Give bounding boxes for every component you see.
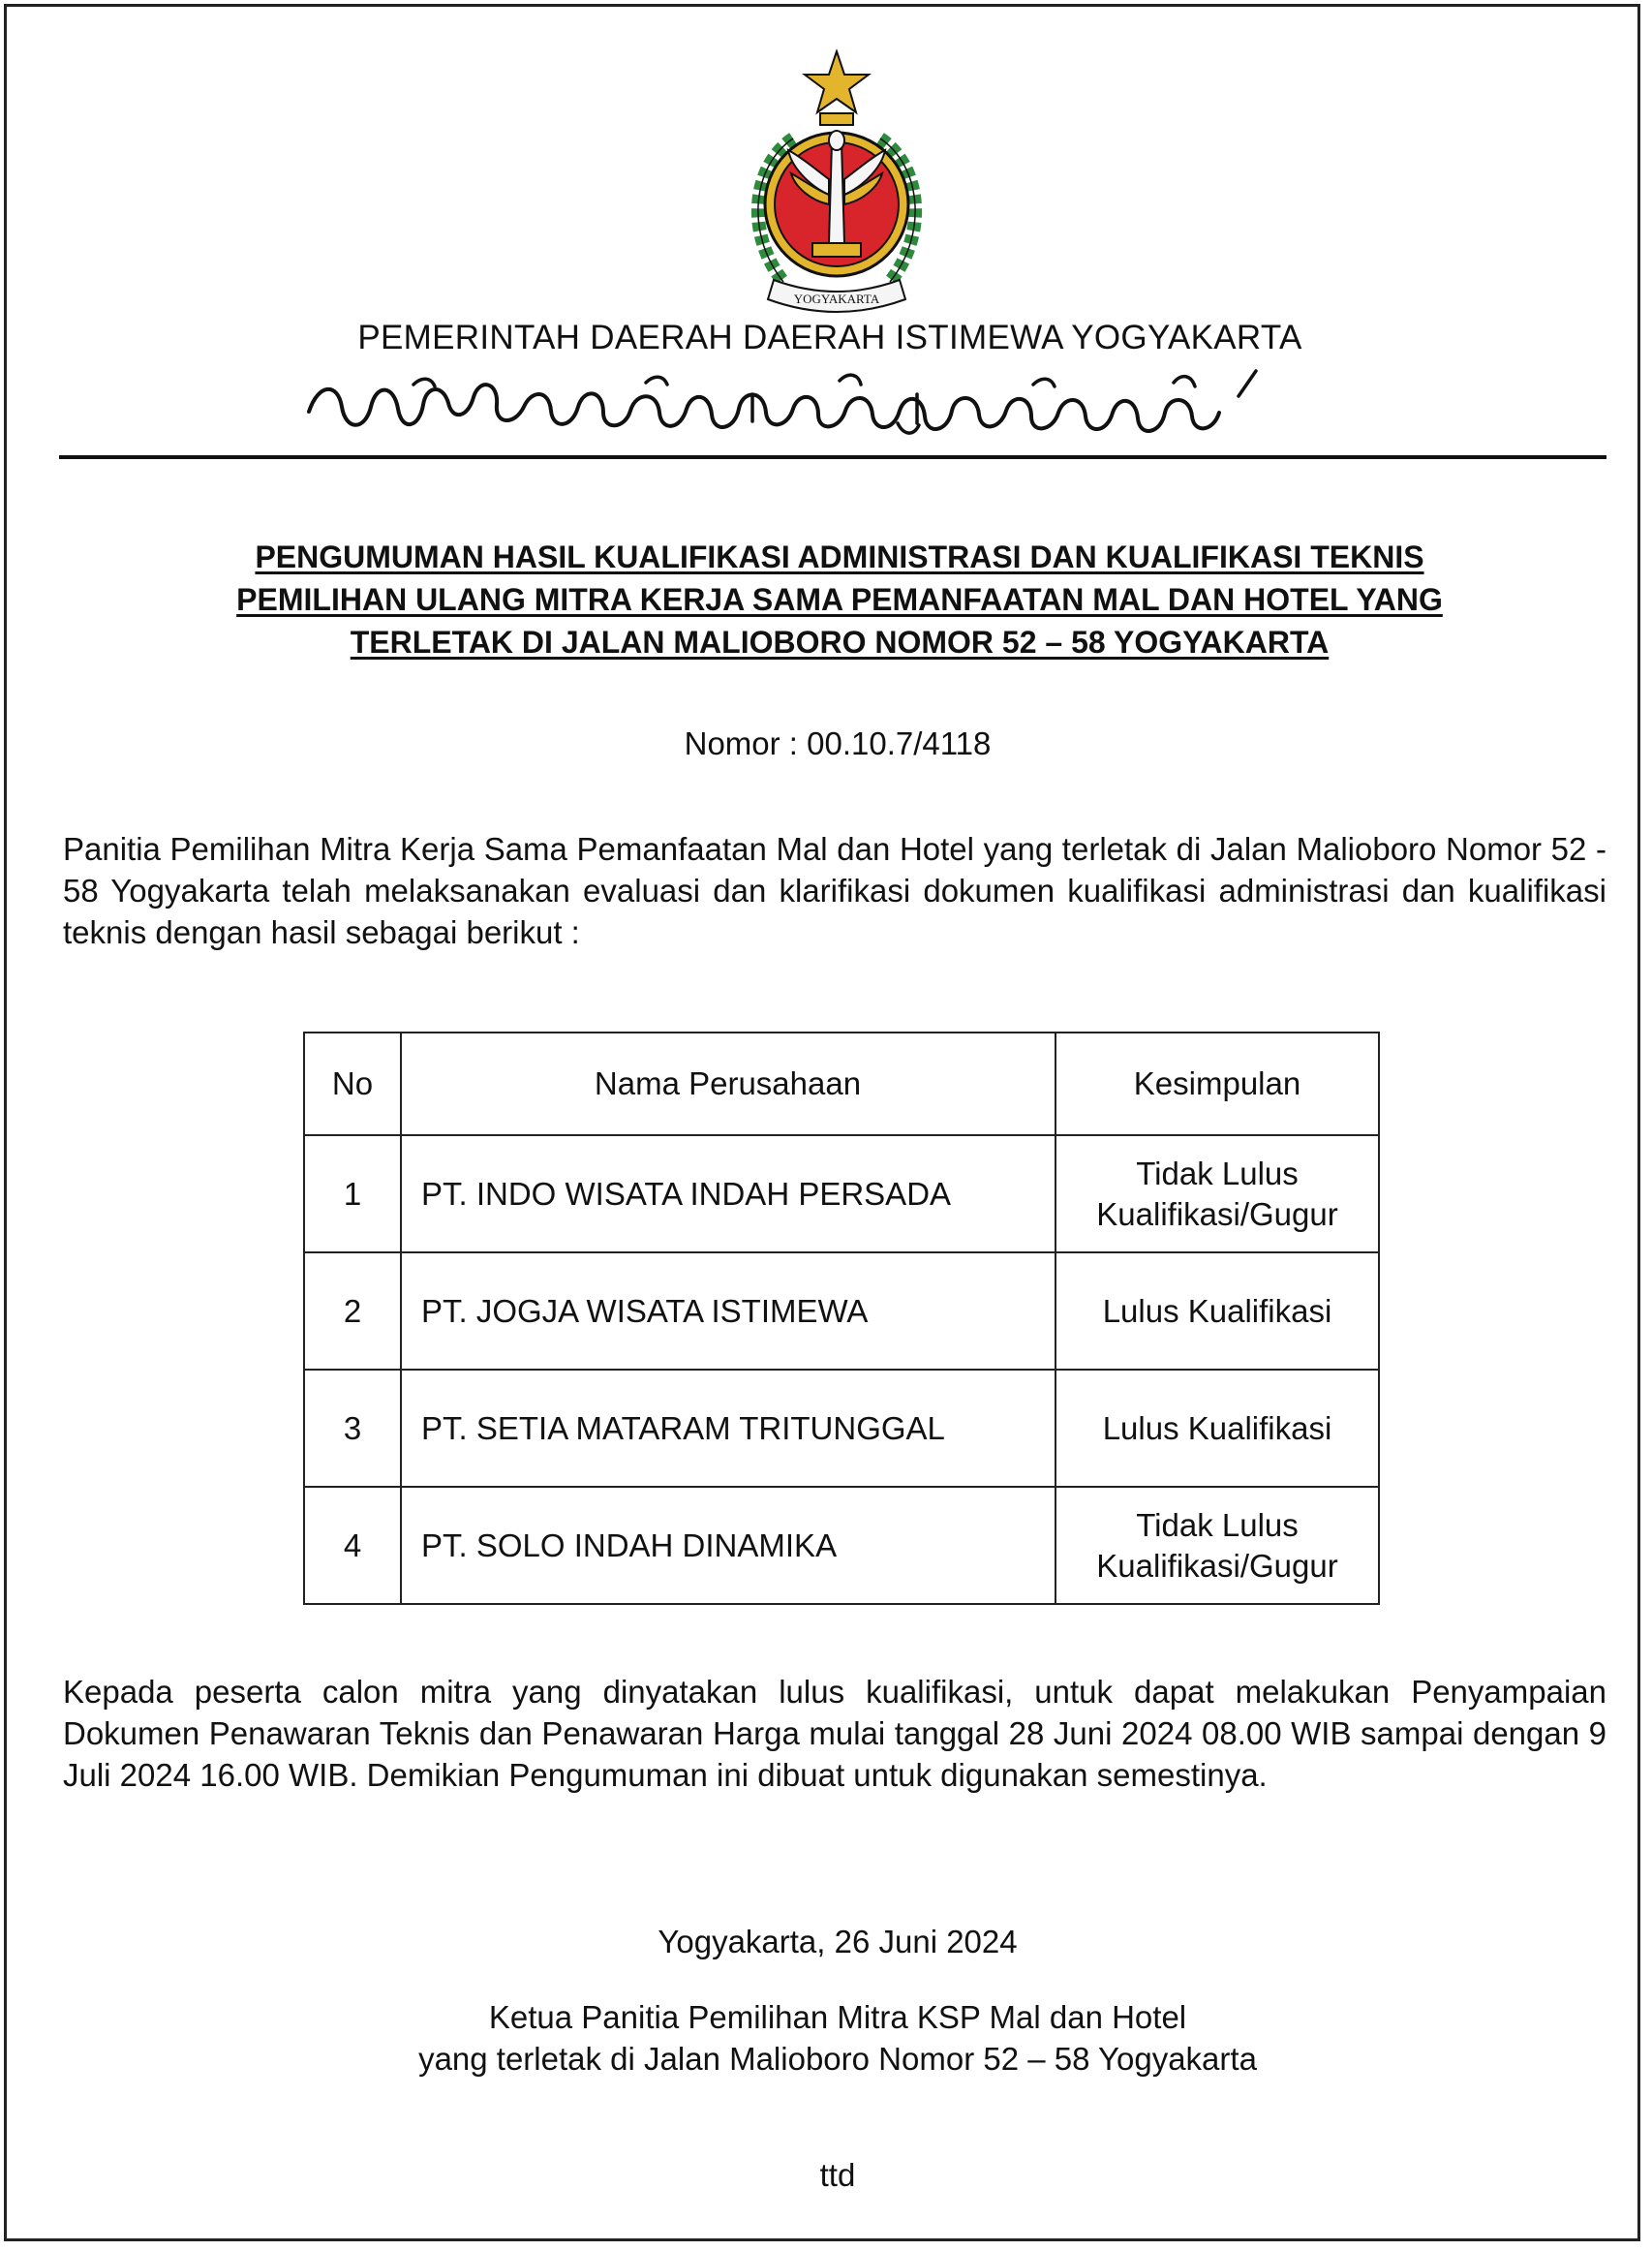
signatory-line: Ketua Panitia Pemilihan Mitra KSP Mal dan Hotel: [488, 1999, 1187, 2035]
row-number: 3: [304, 1370, 401, 1487]
government-title: PEMERINTAH DAERAH DAERAH ISTIMEWA YOGYAKARTA: [357, 319, 1302, 356]
table-row: [304, 1487, 1379, 1604]
table-row: [304, 1252, 1379, 1370]
header-result: Kesimpulan: [1055, 1033, 1379, 1135]
row-number: 2: [304, 1252, 401, 1370]
result-text: Kualifikasi/Gugur: [1096, 1547, 1338, 1584]
results-table: [303, 1032, 1380, 1605]
result-text: Lulus Kualifikasi: [1102, 1292, 1332, 1329]
header-no: No: [304, 1033, 401, 1135]
title-line: TERLETAK DI JALAN MALIOBORO NOMOR 52 – 58 YOGYAKARTA: [350, 625, 1330, 660]
result-text: Tidak Lulus: [1136, 1155, 1299, 1191]
intro-paragraph: Panitia Pemilihan Mitra Kerja Sama Pemanfaatan Mal dan Hotel yang terletak di Jalan Malioboro Nomor 52 - 58 Yogyakarta telah melaksanakan evaluasi dan klarifikasi dokumen kualifikasi administrasi dan kualifikasi teknis dengan hasil sebagai berikut :: [63, 831, 1606, 950]
header-divider: [59, 455, 1606, 459]
place-date: Yogyakarta, 26 Juni 2024: [658, 1924, 1018, 1959]
announcement-title: [65, 536, 1614, 663]
yogyakarta-coat-of-arms-icon: [735, 49, 938, 321]
row-number: 1: [304, 1135, 401, 1252]
emblem-ribbon-text: YOGYAKARTA: [793, 292, 880, 306]
title-line: PEMILIHAN ULANG MITRA KERJA SAMA PEMANFAATAN MAL DAN HOTEL YANG: [236, 582, 1443, 617]
signature-block: [7, 1921, 1652, 2196]
result-cell: [1055, 1135, 1379, 1252]
document-page: [4, 4, 1640, 2241]
result-text: Kualifikasi/Gugur: [1096, 1195, 1338, 1232]
company-name: PT. INDO WISATA INDAH PERSADA: [401, 1135, 1055, 1252]
table-row: [304, 1370, 1379, 1487]
signatory-line: yang terletak di Jalan Malioboro Nomor 52 – 58 Yogyakarta: [418, 2041, 1257, 2077]
result-text: Tidak Lulus: [1136, 1506, 1299, 1543]
javanese-script-icon: [297, 365, 1362, 447]
company-name: PT. SETIA MATARAM TRITUNGGAL: [401, 1370, 1055, 1487]
announcement-number: Nomor : 00.10.7/4118: [684, 725, 992, 761]
header-company: Nama Perusahaan: [401, 1033, 1055, 1135]
row-number: 4: [304, 1487, 401, 1604]
company-name: PT. JOGJA WISATA ISTIMEWA: [401, 1252, 1055, 1370]
table-row: [304, 1135, 1379, 1252]
result-text: Lulus Kualifikasi: [1102, 1409, 1332, 1446]
result-cell: [1055, 1487, 1379, 1604]
table-header-row: [304, 1033, 1379, 1135]
company-name: PT. SOLO INDAH DINAMIKA: [401, 1487, 1055, 1604]
result-cell: [1055, 1370, 1379, 1487]
signature-mark: ttd: [819, 2157, 856, 2193]
title-line: PENGUMUMAN HASIL KUALIFIKASI ADMINISTRASI DAN KUALIFIKASI TEKNIS: [255, 540, 1424, 574]
closing-paragraph: Kepada peserta calon mitra yang dinyatakan lulus kualifikasi, untuk dapat melakukan Penyampaian Dokumen Penawaran Teknis dan Penawaran Harga mulai tanggal 28 Juni 2024 08.00 WIB sampai dengan 9 Juli 2024 16.00 WIB. Demikian Pengumuman ini dibuat untuk digunakan semestinya.: [63, 1674, 1606, 1793]
result-cell: [1055, 1252, 1379, 1370]
